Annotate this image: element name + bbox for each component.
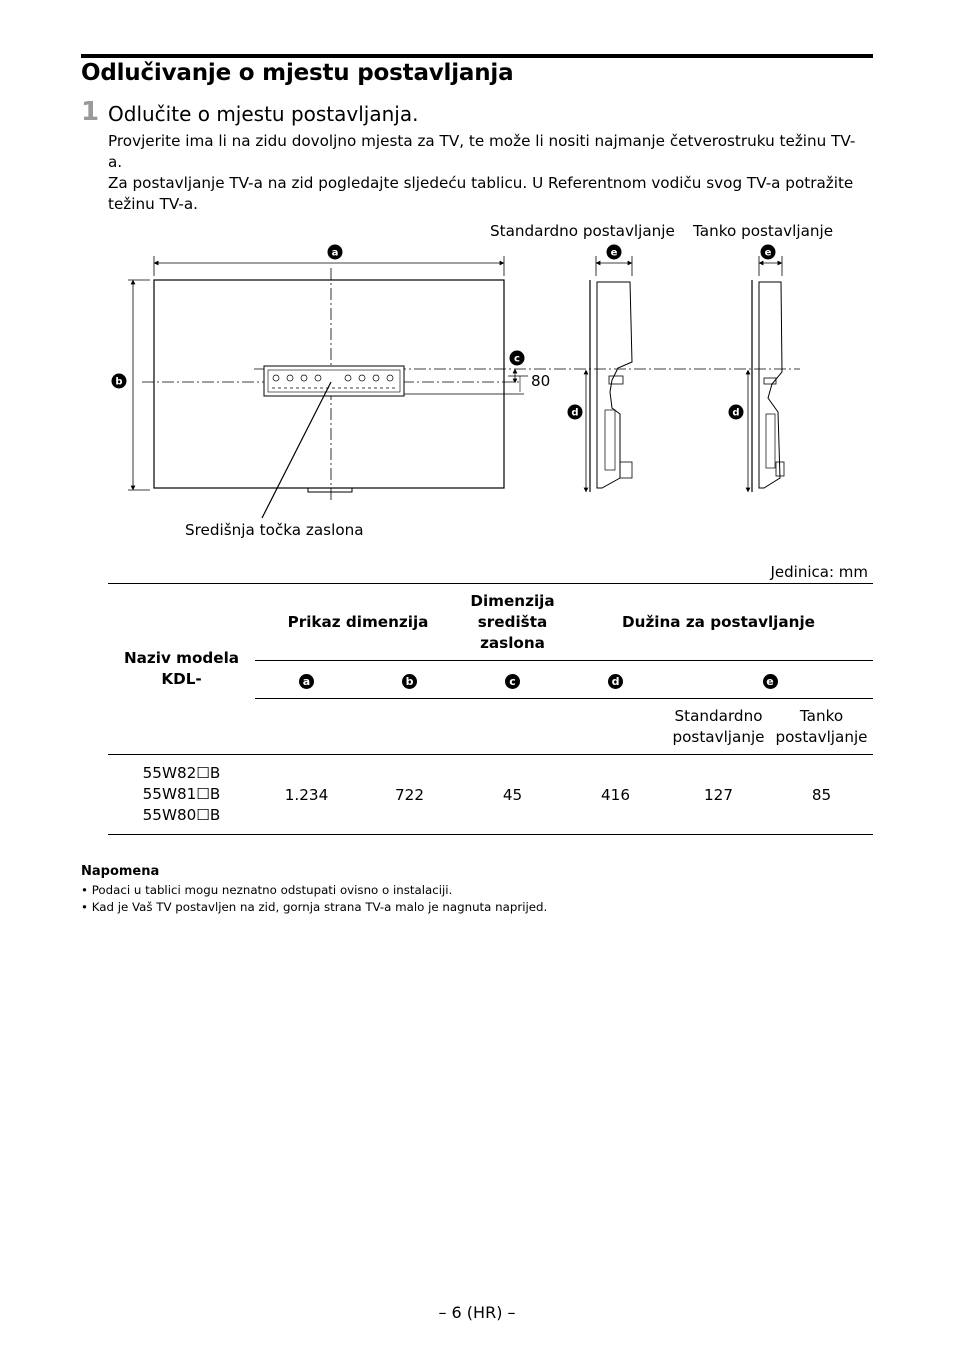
sub-standard-mounting bbox=[667, 699, 770, 755]
tv-front-view bbox=[128, 256, 800, 518]
wall-mount-diagram bbox=[0, 0, 954, 560]
letter-e-badge: e bbox=[763, 674, 778, 689]
note-item-1: • Podaci u tablici mogu neznatno odstupati ovisno o instalaciji. bbox=[81, 883, 453, 897]
header-center-line1: Dimenzija bbox=[470, 591, 555, 610]
table-row bbox=[108, 755, 873, 835]
sub-standard-line2: postavljanje bbox=[672, 727, 765, 746]
header-model-line1: Naziv modela bbox=[123, 649, 240, 667]
header-model-line2: KDL- bbox=[161, 670, 202, 688]
sub-standard-line1: Standardno bbox=[674, 706, 763, 725]
letter-c-badge: c bbox=[505, 674, 520, 689]
marker-d-standard-text: d bbox=[571, 407, 579, 419]
sub-slim-mounting bbox=[770, 699, 873, 755]
note-item-2: • Kad je Vaš TV postavljen na zid, gornja strana TV-a malo je nagnuta naprijed. bbox=[81, 900, 548, 914]
col-letter-a bbox=[255, 661, 358, 699]
dimension-letter-markers bbox=[112, 245, 776, 420]
cell-e-slim: 85 bbox=[811, 785, 832, 804]
note-item-2-text: Kad je Vaš TV postavljen na zid, gornja strana TV-a malo je nagnuta naprijed. bbox=[91, 900, 548, 914]
letter-b-badge: b bbox=[402, 674, 417, 689]
step-number: 1 bbox=[81, 97, 100, 127]
sub-slim-line1: Tanko bbox=[799, 706, 844, 725]
page-number: – 6 (HR) – bbox=[438, 1303, 516, 1322]
col-letter-e bbox=[667, 661, 873, 699]
page-title: Odlučivanje o mjestu postavljanja bbox=[81, 60, 514, 86]
label-80: 80 bbox=[531, 372, 551, 390]
cell-b: 722 bbox=[395, 785, 424, 804]
header-center-line3: zaslona bbox=[480, 633, 545, 652]
label-slim-mounting: Tanko postavljanje bbox=[693, 222, 834, 240]
marker-d-slim-text: d bbox=[732, 407, 740, 419]
letter-a-badge: a bbox=[299, 674, 314, 689]
step-title: Odlučite o mjestu postavljanja. bbox=[108, 102, 419, 126]
marker-b-text: b bbox=[115, 376, 123, 388]
dimensions-table bbox=[108, 583, 873, 835]
note-heading: Napomena bbox=[81, 864, 160, 879]
instruction-paragraph-2: Za postavljanje TV-a na zid pogledajte sljedeću tablicu. U Referentnom vodiču svog TV-a potražite težinu TV-a. bbox=[108, 174, 854, 213]
tv-side-view-standard bbox=[586, 256, 632, 492]
tv-side-view-slim bbox=[748, 256, 784, 492]
letter-d-badge: d bbox=[608, 674, 623, 689]
header-model bbox=[108, 584, 255, 755]
label-standard-mounting: Standardno postavljanje bbox=[490, 222, 675, 240]
model-3: 55W80☐B bbox=[142, 806, 221, 824]
model-1: 55W82☐B bbox=[142, 764, 221, 782]
col-letter-c bbox=[461, 661, 564, 699]
col-letter-b bbox=[358, 661, 461, 699]
header-center-line2: središta bbox=[477, 612, 548, 631]
unit-label: Jedinica: mm bbox=[770, 563, 868, 581]
model-2: 55W81☐B bbox=[142, 785, 221, 803]
header-display-dimensions: Prikaz dimenzija bbox=[255, 584, 461, 661]
note-item-1-text: Podaci u tablici mogu neznatno odstupati ovisno o instalaciji. bbox=[91, 883, 453, 897]
header-mounting-length: Dužina za postavljanje bbox=[564, 584, 873, 661]
marker-a-text: a bbox=[331, 247, 339, 259]
instruction-paragraph-1: Provjerite ima li na zidu dovoljno mjesta za TV, te može li nositi najmanje četverostruku težinu TV-a. bbox=[108, 132, 856, 171]
cell-a: 1.234 bbox=[284, 785, 329, 804]
cell-c: 45 bbox=[502, 785, 523, 804]
cell-d: 416 bbox=[601, 785, 630, 804]
header-center-dimension bbox=[461, 584, 564, 661]
label-screen-center: Središnja točka zaslona bbox=[185, 521, 364, 539]
marker-c-text: c bbox=[514, 353, 520, 365]
marker-e-slim-text: e bbox=[764, 247, 772, 259]
marker-e-standard-text: e bbox=[610, 247, 618, 259]
cell-e-standard: 127 bbox=[704, 785, 733, 804]
cell-models bbox=[108, 755, 255, 835]
col-letter-d bbox=[564, 661, 667, 699]
sub-slim-line2: postavljanje bbox=[775, 727, 868, 746]
